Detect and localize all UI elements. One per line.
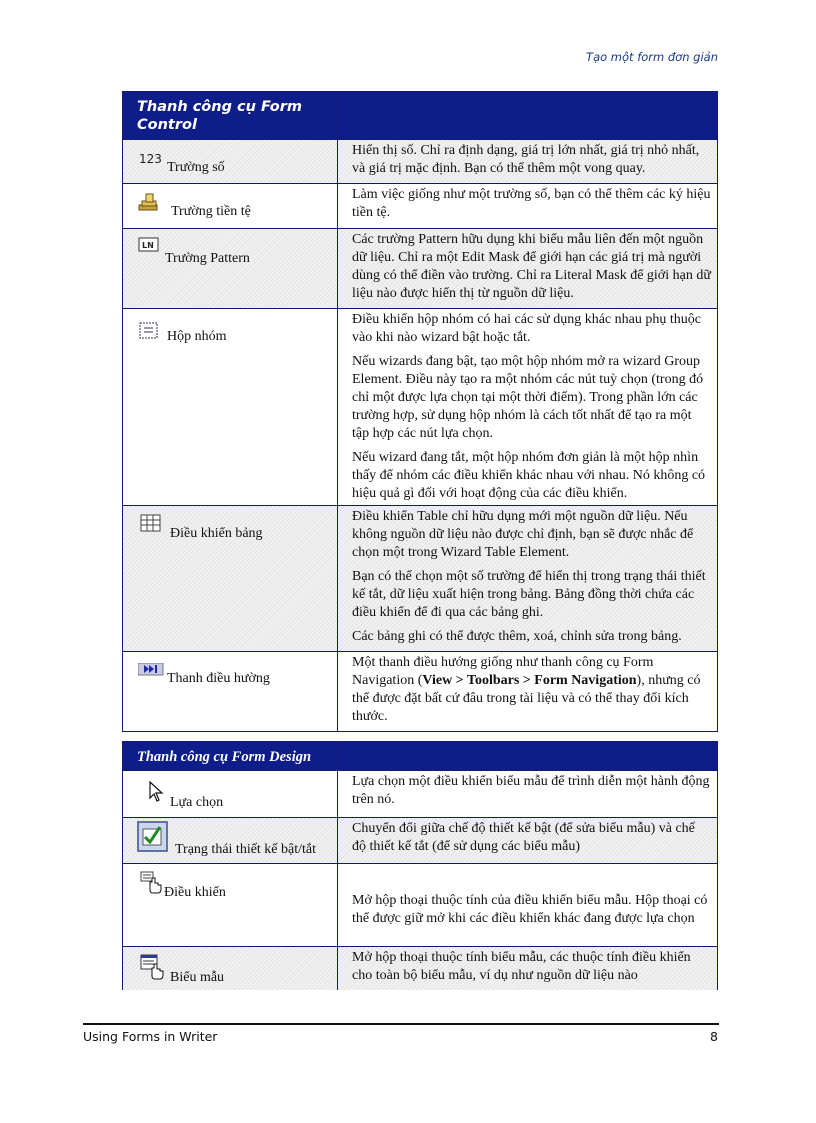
row-description: Các bảng ghi có thể được thêm, xoá, chỉnh sửa trong bảng. — [352, 629, 682, 644]
svg-text:LN: LN — [142, 241, 154, 250]
row-label: Trường số — [167, 160, 225, 175]
table-control-icon — [140, 514, 162, 534]
pattern-field-icon — [138, 237, 160, 253]
row-label: Trường Pattern — [165, 251, 250, 266]
row-description — [352, 654, 711, 726]
row-description: Nếu wizard đang tắt, một hộp nhóm đơn giản là một hộp nhìn thấy để nhóm các điều khiển khác nhau với nhau. Nó không có hiệu quả gì đối với hoạt động của các điều khiển. — [352, 450, 706, 501]
currency-field-icon — [138, 192, 160, 212]
row-description: Chuyển đổi giữa chế độ thiết kế bật (để sửa biểu mẫu) và chế độ thiết kế tắt (để sử dụng các biểu mẫu) — [352, 821, 695, 854]
row-description: Lựa chọn một điều khiển biểu mẫu để trình diễn một hành động trên nó. — [352, 774, 710, 807]
table-row — [123, 229, 718, 309]
row-description: Nếu wizards đang bật, tạo một hộp nhóm mở ra wizard Group Element. Điều này tạo ra một nhóm các nút tuỳ chọn (trong đó chỉ một được lựa chọn tại một thời điểm). Trong phần lớn các trường hợp, sử dụng hộp nhóm là cách tốt nhất để tạo ra một tập hợp các nút lựa chọn. — [352, 354, 704, 441]
table-row — [123, 140, 718, 184]
table-row — [123, 652, 718, 732]
form-properties-icon — [140, 954, 166, 980]
row-label: Thanh điều hường — [167, 671, 270, 686]
row-description: Hiển thị số. Chỉ ra định dạng, giá trị lớn nhất, giá trị nhỏ nhất, và giá trị mặc định. Bạn có thể thêm một vong quay. — [352, 143, 700, 176]
table-row — [123, 184, 718, 229]
row-label: Điều khiển bảng — [170, 526, 263, 541]
table-title: Thanh công cụ Form Control — [137, 99, 302, 133]
select-arrow-icon — [148, 781, 166, 803]
table-row — [123, 818, 718, 864]
group-box-icon — [138, 320, 160, 340]
form-design-table — [122, 741, 718, 990]
page-number: 8 — [710, 1029, 718, 1044]
control-properties-icon — [140, 870, 164, 894]
row-label: Điều khiển — [164, 885, 226, 900]
table-title-row — [123, 92, 718, 140]
table-title-cell — [123, 742, 338, 771]
table-row — [123, 864, 718, 947]
row-label: Trường tiền tệ — [171, 204, 251, 219]
row-description: Các trường Pattern hữu dụng khi biểu mẫu liên đến một nguồn dữ liệu. Chỉ ra một Edit Mask để giới hạn các giá trị mà người dùng có thể điền vào trường. Chỉ ra Literal Mask để giới hạn dữ liệu nào được hiển thị từ nguồn dữ liệu. — [352, 232, 711, 301]
footer-rule — [83, 1023, 719, 1025]
table-title-cell — [123, 92, 338, 140]
row-description: Bạn có thể chọn một số trường để hiển thị trong trạng thái thiết kế tắt, dữ liệu xuất hiện trong bảng. Bảng đồng thời chứa các điều khiển để đi qua các bảng ghi. — [352, 569, 706, 620]
running-header: Tạo một form đơn giản — [586, 50, 718, 64]
table-title-filler — [338, 92, 718, 140]
table-title-filler — [338, 742, 718, 771]
row-description: Mở hộp thoại thuộc tính biểu mẫu, các thuộc tính điều khiển cho toàn bộ biểu mẫu, ví dụ như nguồn dữ liệu nào — [352, 950, 691, 983]
menu-path: View > Toolbars > Form Navigation — [422, 673, 637, 688]
row-description: Làm việc giống như một trường số, bạn có thể thêm các ký hiệu tiền tệ. — [352, 187, 711, 220]
footer-title: Using Forms in Writer — [83, 1029, 218, 1044]
table-row — [123, 771, 718, 818]
row-label: Hộp nhóm — [167, 329, 227, 344]
row-label: Trạng thái thiết kế bật/tắt — [175, 842, 317, 857]
row-description: Điều khiển hộp nhóm có hai các sử dụng khác nhau phụ thuộc vào khi nào wizard bật hoặc tắt. — [352, 312, 701, 345]
row-label: Biểu mẫu — [170, 970, 225, 985]
table-row — [123, 309, 718, 506]
table-row — [123, 506, 718, 652]
design-mode-icon — [137, 821, 169, 853]
nav-text-end: ), nhưng có thể được đặt bất cứ đâu trong tài liệu và có thể thay đổi kích thước. — [352, 673, 701, 724]
form-control-table — [122, 91, 718, 732]
navigation-bar-icon — [138, 663, 164, 677]
row-label: Lựa chọn — [170, 795, 224, 810]
row-description: Mở hộp thoại thuộc tính của điều khiển biểu mẫu. Hộp thoại có thể được giữ mở khi các điều khiển khác đang được lựa chọn — [352, 893, 708, 926]
table-row — [123, 947, 718, 991]
nav-text-start: Một thanh điều hướng giống như thanh công cụ Form Navigation ( — [352, 655, 654, 688]
row-description: Điều khiển Table chỉ hữu dụng mới một nguồn dữ liệu. Nếu không nguồn dữ liệu nào được chỉ định, bạn sẽ được nhắc để chọn một trong Wizard Table Element. — [352, 509, 694, 560]
table-title: Thanh công cụ Form Design — [137, 749, 312, 765]
numeric-field-icon — [138, 151, 164, 165]
table-title-row — [123, 742, 718, 771]
svg-text:123: 123 — [139, 152, 162, 165]
